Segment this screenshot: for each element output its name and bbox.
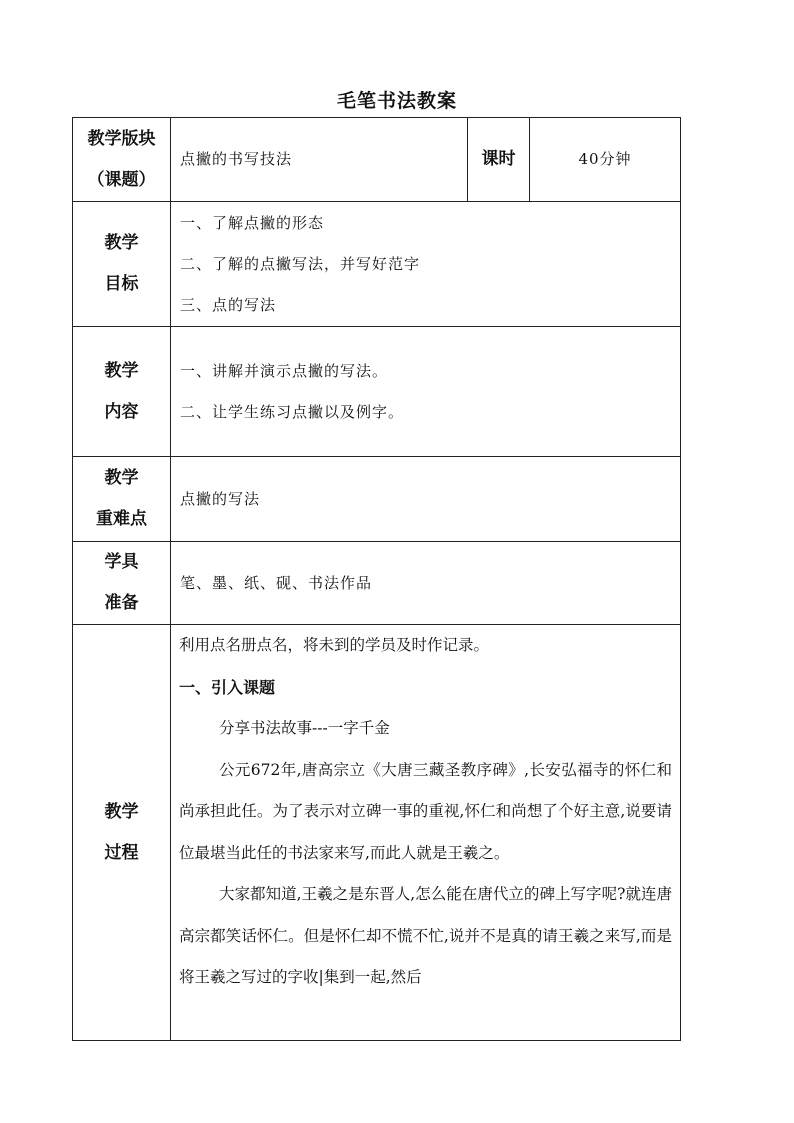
contents-row — [73, 327, 681, 457]
key-points-cell — [171, 457, 681, 542]
story-title: 分享书法故事---一字千金 — [219, 719, 390, 737]
materials-text: 笔、墨、纸、砚、书法作品 — [180, 573, 373, 592]
goals-label-line2: 目标 — [104, 274, 139, 294]
materials-label-cell — [73, 542, 171, 625]
contents-cell — [171, 327, 681, 457]
goal-item: 三、点的写法 — [180, 295, 277, 314]
period-label: 课时 — [468, 118, 530, 202]
process-label-line2: 过程 — [104, 842, 139, 863]
header-row — [73, 118, 681, 202]
story-paragraph-2: 大家都知道,王羲之是东晋人,怎么能在唐代立的碑上写字呢?就连唐高宗都笑话怀仁。但是怀仁却不慌不忙,说并不是真的请王羲之来写,而是将王羲之写过的字收|集到一起,然后 — [179, 885, 672, 986]
module-label-line2: （课题） — [87, 169, 156, 190]
lesson-plan-table — [72, 117, 681, 1041]
key-points-label-cell — [73, 457, 171, 542]
contents-label-line1: 教学 — [104, 360, 139, 381]
key-points-label-line1: 教学 — [104, 468, 139, 488]
process-cell — [171, 625, 681, 1041]
materials-row — [73, 542, 681, 625]
content-item: 二、让学生练习点撇以及例字。 — [180, 402, 405, 421]
section-heading: 一、引入课题 — [179, 677, 276, 697]
key-points-label-line2: 重难点 — [96, 509, 147, 529]
story-paragraph-1: 公元672年,唐高宗立《大唐三藏圣教序碑》,长安弘福寺的怀仁和尚承担此任。为了表示对立碑一事的重视,怀仁和尚想了个好主意,说要请位最堪当此任的书法家来写,而此人就是王羲之。 — [179, 760, 672, 862]
page-title: 毛笔书法教案 — [336, 90, 457, 112]
period-value: 40分钟 — [530, 118, 681, 202]
goals-row — [73, 202, 681, 327]
goals-label-cell — [73, 202, 171, 327]
topic-text: 点撇的书写技法 — [180, 150, 293, 168]
contents-label-line2: 内容 — [104, 401, 139, 422]
materials-cell — [171, 542, 681, 625]
topic-cell — [171, 118, 468, 202]
goals-label-line1: 教学 — [104, 233, 139, 253]
module-label-cell — [73, 118, 171, 202]
goal-item: 二、了解的点撇写法，并写好范字 — [180, 254, 421, 273]
key-points-row — [73, 457, 681, 542]
content-item: 一、讲解并演示点撇的写法。 — [180, 361, 389, 380]
process-row — [73, 625, 681, 1041]
roll-call-text: 利用点名册点名，将未到的学员及时作记录。 — [179, 636, 490, 654]
process-label-cell — [73, 625, 171, 1041]
contents-label-cell — [73, 327, 171, 457]
goals-cell — [171, 202, 681, 327]
module-label-line1: 教学版块 — [87, 128, 156, 149]
key-points-text: 点撇的写法 — [180, 489, 261, 508]
goal-item: 一、了解点撇的形态 — [180, 213, 325, 232]
process-content — [179, 625, 672, 997]
process-label-line1: 教学 — [104, 801, 139, 822]
materials-label-line2: 准备 — [104, 593, 139, 613]
materials-label-line1: 学具 — [104, 552, 139, 572]
